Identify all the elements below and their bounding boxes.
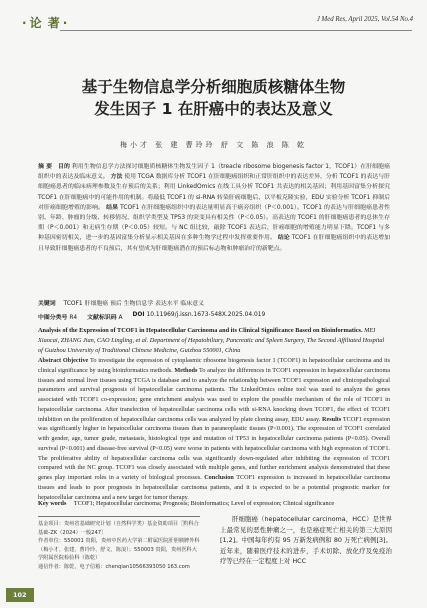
title-cn-line-2: 发生因子 1 在肝癌中的表达及意义 [94,100,333,118]
footnote [38,520,200,572]
authors-en: MEI Xiaocai, ZHANG Jian, CAO Lingling, et al. Department of Hepatobiliary, Pancreatic and Spleen Surgery, The Second Affiliated Hospital of Guizhou University of Traditional Chinese Medicine, Guizhou 550001, China [38,327,385,354]
methods-cn-label: 方法 [110,174,123,181]
results-en-label: Results [322,415,342,423]
keywords-cn-text: TCOF1 肝细胞癌 预后 生物信息学 表达水平 临床意义 [63,301,204,307]
results-cn-text: TCOF1 在肝细胞癌组织中的表达量明显高于癌旁组织（P＜0.001）。TCOF1 的表达与肝细胞癌患者性别、年龄、肿瘤的分级、转移情况、组织学类型及 TP53 的突变具有相关性（P＜0.05）。高表达的 TCOF1 的肝细胞癌患者的总体生存期（P＜0.001）和无病生存期（P＜0.05）较短。与 NC 组比较，敲除 TCOF1 表达后，肝癌细胞的增殖能力明显下降。TCOF1 与多种基因密切相关，进一步的基因富集分析显示相关基因在多种生物学过程中发挥重要作用。 [38,204,391,242]
objective-en-text: To investigate the expression of cytoplasmic ribosome biogenesis factor 1 (TCOF1) in hepatocellular carcinoma and its clinical significance by using bioinformatics methods. [38,357,391,374]
methods-en-text: To analyze the differences in TCOF1 expression in hepatocellular carcinoma tissues and normal liver tissues using TCGA is database and to analyze the relationship between TCOF1 expression and clinicopathological parameters and survival prognosis of hepatocellular carcinoma patients. The LinkedOmics online tool was used to analyze the genes associated with TCOF1 co-expression; gene enrichment analysis was used to explore the possible mechanism of the role of TCOF1 in hepatocellular carcinoma. After transfection of hepatocellular carcinoma cells with si-RNA knocking down TCOF1, the effect of TCOF1 inhibition on the proliferation of hepatocellular carcinoma cells was analyzed by plate cloning assay, EDU assay. [38,366,390,423]
doi-value: 10.11969/j.issn.1673-548X.2025.04.019 [146,312,266,318]
page-header [0,0,427,40]
abstract-en [38,356,390,502]
conclusion-en-text: TCOF1 expression is increased in hepatocellular carcinoma tissues and leads to poor prognosis in hepatocellular carcinoma patients, and it is expected to be a potential prognostic marker for hepatocellular carcinoma and a new target for tumor therapy. [38,474,391,501]
keywords-en [38,500,390,507]
results-cn-label: 结果 [106,204,119,211]
doc-code-value: A [118,315,123,321]
journal-citation: J Med Res, April 2025, Vol.54 No.4 [316,16,413,23]
objective-en-label: Abstract Objective [38,357,89,364]
conclusion-en-label: Conclusion [204,474,234,481]
title-cn-line-1: 基于生物信息学分析细胞质核糖体生物 [81,78,346,96]
keywords-en-text: TCOF1; Hepatocellular carcinoma; Prognosis; Bioinformatics; Level of expression; Clinical significance [73,500,335,507]
title-en [38,326,390,355]
conclusion-cn-label: 结论 [277,235,290,242]
classification-row [38,312,390,321]
doi-label: DOI [132,312,145,318]
doc-code-label: 文献标识码 [87,315,117,321]
authors-cn: 梅小才 张 建 曹玲玲 舒 文 陈 浪 陈 乾 [119,141,308,149]
keywords-cn-label: 关键词 [38,301,56,307]
title-en-text: Analysis of the Expression of TCOF1 in Hepatocellular Carcinoma and its Clinical Significance Based on Bioinformatics. [38,327,363,334]
abstract-cn-label: 摘 要 [38,164,53,170]
footnote-correspondence: 通信作者：陈乾，电子信箱：chenqian10566393050 163.com [38,563,190,570]
footnote-fund: 基金项目：贵州省基础研究计划（自然科学类）基金资助项目［黔科合基础-ZK（2024）一般247］ [38,521,199,536]
methods-cn-text: 使用 TCGA 数据库分析 TCOF1 在肝细胞癌组织和正常肝组织中的表达差异，分析 TCOF1 的表达与肝细胞癌患者的临床病理参数及生存预后的关系；利用 LinkedOmics 在线工具分析 TCOF1 共表达的相关基因；利用基因富集分析探究 TCOF1 在肝细胞癌中的可能作用的机制。将敲低 TCOF1 的 si-RNA 转染肝癌细胞后，以平板克隆实验，EDU 实验分析 TCOF1 抑制后对肝癌细胞增殖的影响。 [38,174,391,211]
footnote-affiliation: 作者单位：550001 贵阳，贵州中医药大学第二附属医院肝胆胰脾外科（梅小才、张建、曹玲玲、舒文、陈浪）；550003 贵阳，贵州医科大学附属医院检验科（陈乾） [38,538,200,562]
objective-cn-label: 目的 [58,164,70,170]
keywords-cn [38,298,390,307]
abstract-cn [38,162,390,254]
clc-value: R4 [69,315,78,321]
header-rule [60,30,412,31]
clc-label: 中图分类号 [38,315,68,321]
keywords-en-label: Key words [38,500,67,507]
results-en-text: TCOF1 expression was significantly higher in hepatocellular carcinoma tissues than in paraneoplastic tissues (P<0.001). The expression of TCOF1 correlated with gender, age, tumor grade, metastasis, histological type and mutation of TP53 in hepatocellular carcinoma patients (P<0.05). Overall survival (P<0.001) and disease-free survival (P<0.05) were worse in patients with hepatocellular carcinoma with high expression of TCOF1. The proliferative ability of hepatocellular carcinoma cells was significantly down-regulated after inhibiting the expression of TCOF1 compared with the NC group. TCOF1 was closely associated with multiple genes, and further enrichment analysis demonstrated that these genes play important roles in a variety of biological processes. [38,415,391,481]
conclusion-cn-text: TCOF1 在肝细胞癌组织中的表达增加且导致肝细胞癌患者的不良预后，其有望成为肝细胞癌潜在的预后标志物和肿瘤治疗的新靶点。 [38,235,391,252]
footnote-rule [38,516,200,517]
intro-paragraph: 肝细胞癌（hepatocellular carcinoma，HCC）是世界上最常见的恶性肿瘤之一，也是癌症死亡相关的第三大原因[1,2]。中国每年约有 95 万新发病例和 80 万死亡病例[3]。近年来，随着医疗技术的进步，手术切除、放化疗及免疫治疗等已经在一定程度上对 HCC [220,515,392,565]
methods-en-label: Methods [174,366,198,374]
section-badge: · 论 著 · [22,14,68,31]
page-number: 102 [6,588,34,602]
objective-cn-text: 利用生物信息学方法探讨细胞质核糖体生物发生因子 1（treacle ribosome biogenesis factor 1，TCOF1）在肝细胞癌组织中的表达及临床意义。 [38,164,390,181]
